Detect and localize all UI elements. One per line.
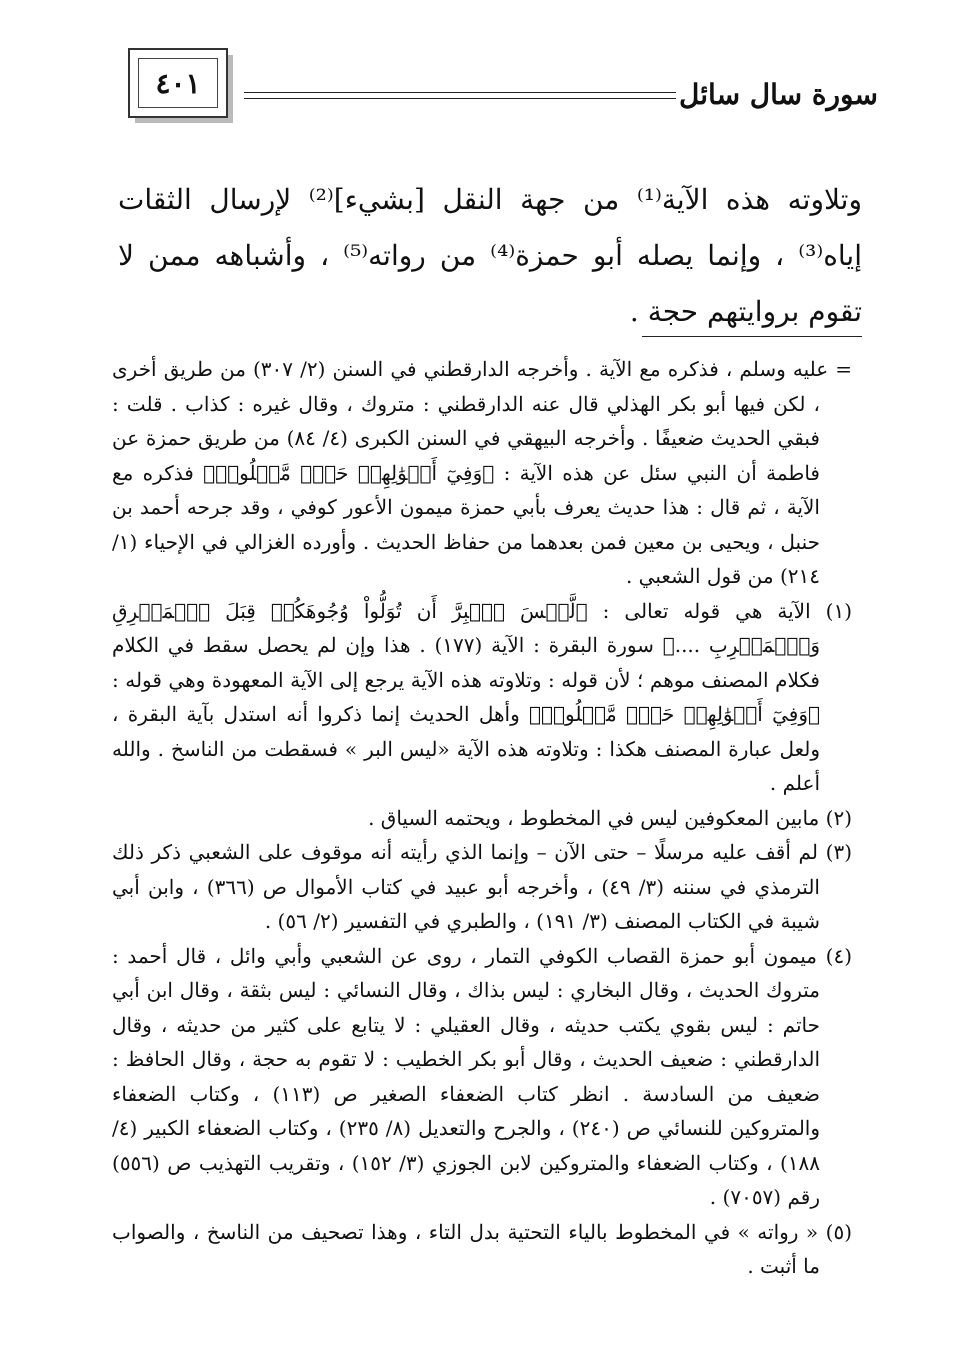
page-number-frame xyxy=(128,48,228,118)
footnote-3: (٣) لم أقف عليه مرسلًا – حتى الآن – وإنما الذي رأيته أنه موقوف على الشعبي ذكر ذلك الترمذي في سننه (٣/ ٤٩) ، وأخرجه أبو عبيد في كتاب الأموال ص (٣٦٦) ، وابن أبي شيبة في الكتاب المصنف (٣/ ١٩١) ، والطبري في التفسير (٢/ ٥٦) . xyxy=(112,840,852,933)
footnote-4: (٤) ميمون أبو حمزة القصاب الكوفي التمار ، روى عن الشعبي وأبي وائل ، قال أحمد : متروك الحديث ، وقال البخاري : ليس بذاك ، وقال النسائي : ليس بثقة ، وقال ابن أبي حاتم : ليس بقوي يكتب حديثه ، وقال العقيلي : لا يتابع على كثير من حديثه ، وقال الدارقطني : ضعيف الحديث ، وقال أبو بكر الخطيب : لا تقوم به حجة ، وقال الحافظ : ضعيف من السادسة . انظر كتاب الضعفاء الصغير ص (١١٣) ، وكتاب الضعفاء والمتروكين للنسائي ص (٢٤٠) ، والجرح والتعديل (٨/ ٢٣٥) ، وكتاب الضعفاء الكبير (٤/ ١٨٨) ، وكتاب الضعفاء والمتروكين لابن الجوزي (٣/ ١٥٢) ، وتقريب التهذيب ص (٥٥٦) رقم (٧٠٥٧) . xyxy=(112,943,852,1209)
page-number: ٤٠١ xyxy=(138,58,218,108)
footnote-5: (٥) « رواته » في المخطوط بالياء التحتية بدل التاء ، وهذا تصحيف من الناسخ ، والصواب ما أثبت . xyxy=(112,1219,852,1278)
footnotes xyxy=(112,352,852,1284)
main-paragraph: وتلاوته هذه الآية⁽¹⁾ من جهة النقل [بشيء]⁽²⁾ لإرسال الثقات إياه⁽³⁾ ، وإنما يصله أبو حمزة⁽⁴⁾ من رواته⁽⁵⁾ ، وأشباهه ممن لا تقوم بروايتهم حجة . xyxy=(118,183,862,328)
footnote-2: (٢) مابين المعكوفين ليس في المخطوط ، ويحتمه السياق . xyxy=(368,805,852,830)
running-title: سورة سال سائل xyxy=(679,78,878,111)
header-rule xyxy=(244,92,676,99)
footnote-separator xyxy=(642,336,862,337)
main-text xyxy=(118,172,862,340)
footnote-continuation: = عليه وسلم ، فذكره مع الآية . وأخرجه الدارقطني في السنن (٢/ ٣٠٧) من طريق أخرى ، لكن فيها أبو بكر الهذلي قال عنه الدارقطني : متروك ، وقال غيره : كذاب . قلت : فبقي الحديث ضعيفًا . وأخرجه البيهقي في السنن الكبرى (٤/ ٨٤) من طريق حمزة عن فاطمة أن النبي سئل عن هذه الآية : ﴿وَفِيٓ أَمۡوَٰلِهِمۡ حَقّٞ مَّعۡلُومٞ﴾ فذكره مع الآية ، ثم قال : هذا حديث يعرف بأبي حمزة ميمون الأعور كوفي ، وقد جرحه أحمد بن حنبل ، ويحيى بن معين فمن بعدهما من حفاظ الحديث . وأورده الغزالي في الإحياء (١/ ٢١٤) من قول الشعبي . xyxy=(112,357,852,588)
footnote-1: (١) الآية هي قوله تعالى : ﴿لَّيۡسَ ٱلۡبِرَّ أَن تُوَلُّواْ وُجُوهَكُمۡ قِبَلَ ٱلۡمَشۡرِقِ وَٱلۡمَغۡرِبِ ....﴾ سورة البقرة : الآية (١٧٧) . هذا وإن لم يحصل سقط في الكلام فكلام المصنف موهم ؛ لأن قوله : وتلاوته هذه الآية يرجع إلى الآية المعهودة وهي قوله : ﴿وَفِيٓ أَمۡوَٰلِهِمۡ حَقّٞ مَّعۡلُومٞ﴾ وأهل الحديث إنما ذكروا أنه استدل بآية البقرة ، ولعل عبارة المصنف هكذا : وتلاوته هذه الآية «ليس البر » فسقطت من الناسخ . والله أعلم . xyxy=(112,598,852,795)
